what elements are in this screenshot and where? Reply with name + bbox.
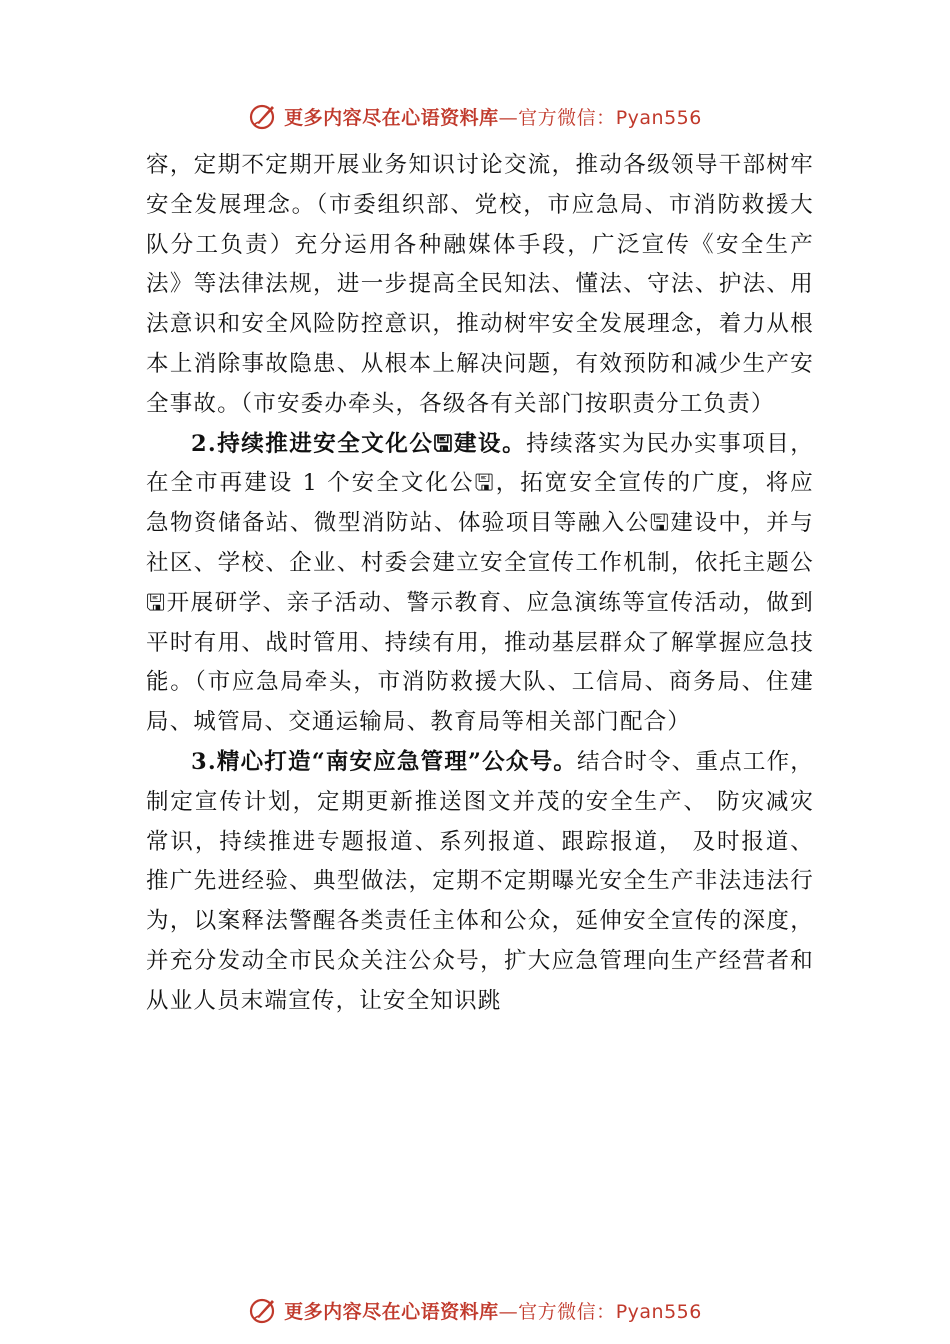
- paragraph-3: [146, 743, 814, 1022]
- header-watermark-banner: [0, 96, 950, 136]
- quill-seal-logo-icon: [248, 101, 278, 131]
- paragraph-2: [146, 425, 814, 743]
- paragraph-1-body: 容，定期不定期开展业务知识讨论交流，推动各级领导干部树牢安全发展理念。（市委组织部、党校，市应急局、市消防救援大队分工负责）充分运用各种融媒体手段，广泛宣传《安全生产法》等法律法规，进一步提高全民知法、懂法、守法、护法、用法意识和安全风险防控意识，推动树牢安全发展理念，着力从根本上消除事故隐患、从根本上解决问题，有效预防和减少生产安全事故。（市安委办牵头，各级各有关部门按职责分工负责）: [146, 152, 814, 417]
- paragraph-2-body: 持续落实为民办实事项目，在全市再建设 1 个安全文化公🖫，拓宽安全宣传的广度，将应急物资储备站、微型消防站、体验项目等融入公🖫建设中，并与社区、学校、企业、村委会建立安全宣传工作机制，依托主题公🖫开展研学、亲子活动、警示教育、应急演练等宣传活动，做到平时有用、战时管用、持续有用，推动基层群众了解掌握应急技能。（市应急局牵头，市消防救援大队、工信局、商务局、住建局、城管局、交通运输局、教育局等相关部门配合）: [146, 430, 814, 736]
- watermark-label: 官方微信：: [518, 1300, 616, 1323]
- document-body: [146, 146, 814, 1022]
- watermark-label: 官方微信：: [518, 106, 616, 129]
- footer-watermark-banner: [0, 1290, 950, 1330]
- paragraph-3-heading: 3.精心打造“南安应急管理”公众号。: [191, 748, 577, 775]
- paragraph-1: [146, 146, 814, 425]
- watermark-text: [284, 103, 702, 130]
- watermark-dash: —: [498, 1300, 519, 1323]
- quill-seal-logo-icon: [248, 1295, 278, 1325]
- paragraph-3-body: 结合时令、重点工作，制定宣传计划，定期更新推送图文并茂的安全生产、 防灾减灾常识，持续推进专题报道、系列报道、跟踪报道， 及时报道、推广先进经验、典型做法，定期不定期曝光安全生产非法违法行为，以案释法警醒各类责任主体和公众，延伸安全宣传的深度，并充分发动全市民众关注公众号，扩大应急管理向生产经营者和从业人员末端宣传，让安全知识跳: [146, 748, 814, 1014]
- watermark-wechat-id: Pyan556: [615, 106, 702, 129]
- watermark-wechat-id: Pyan556: [615, 1300, 702, 1323]
- watermark-main: 更多内容尽在心语资料库: [284, 1300, 499, 1323]
- watermark-dash: —: [498, 106, 519, 129]
- watermark-text: [284, 1297, 702, 1324]
- paragraph-2-heading: 2.持续推进安全文化公🖫建设。: [191, 430, 527, 457]
- watermark-main: 更多内容尽在心语资料库: [284, 106, 499, 129]
